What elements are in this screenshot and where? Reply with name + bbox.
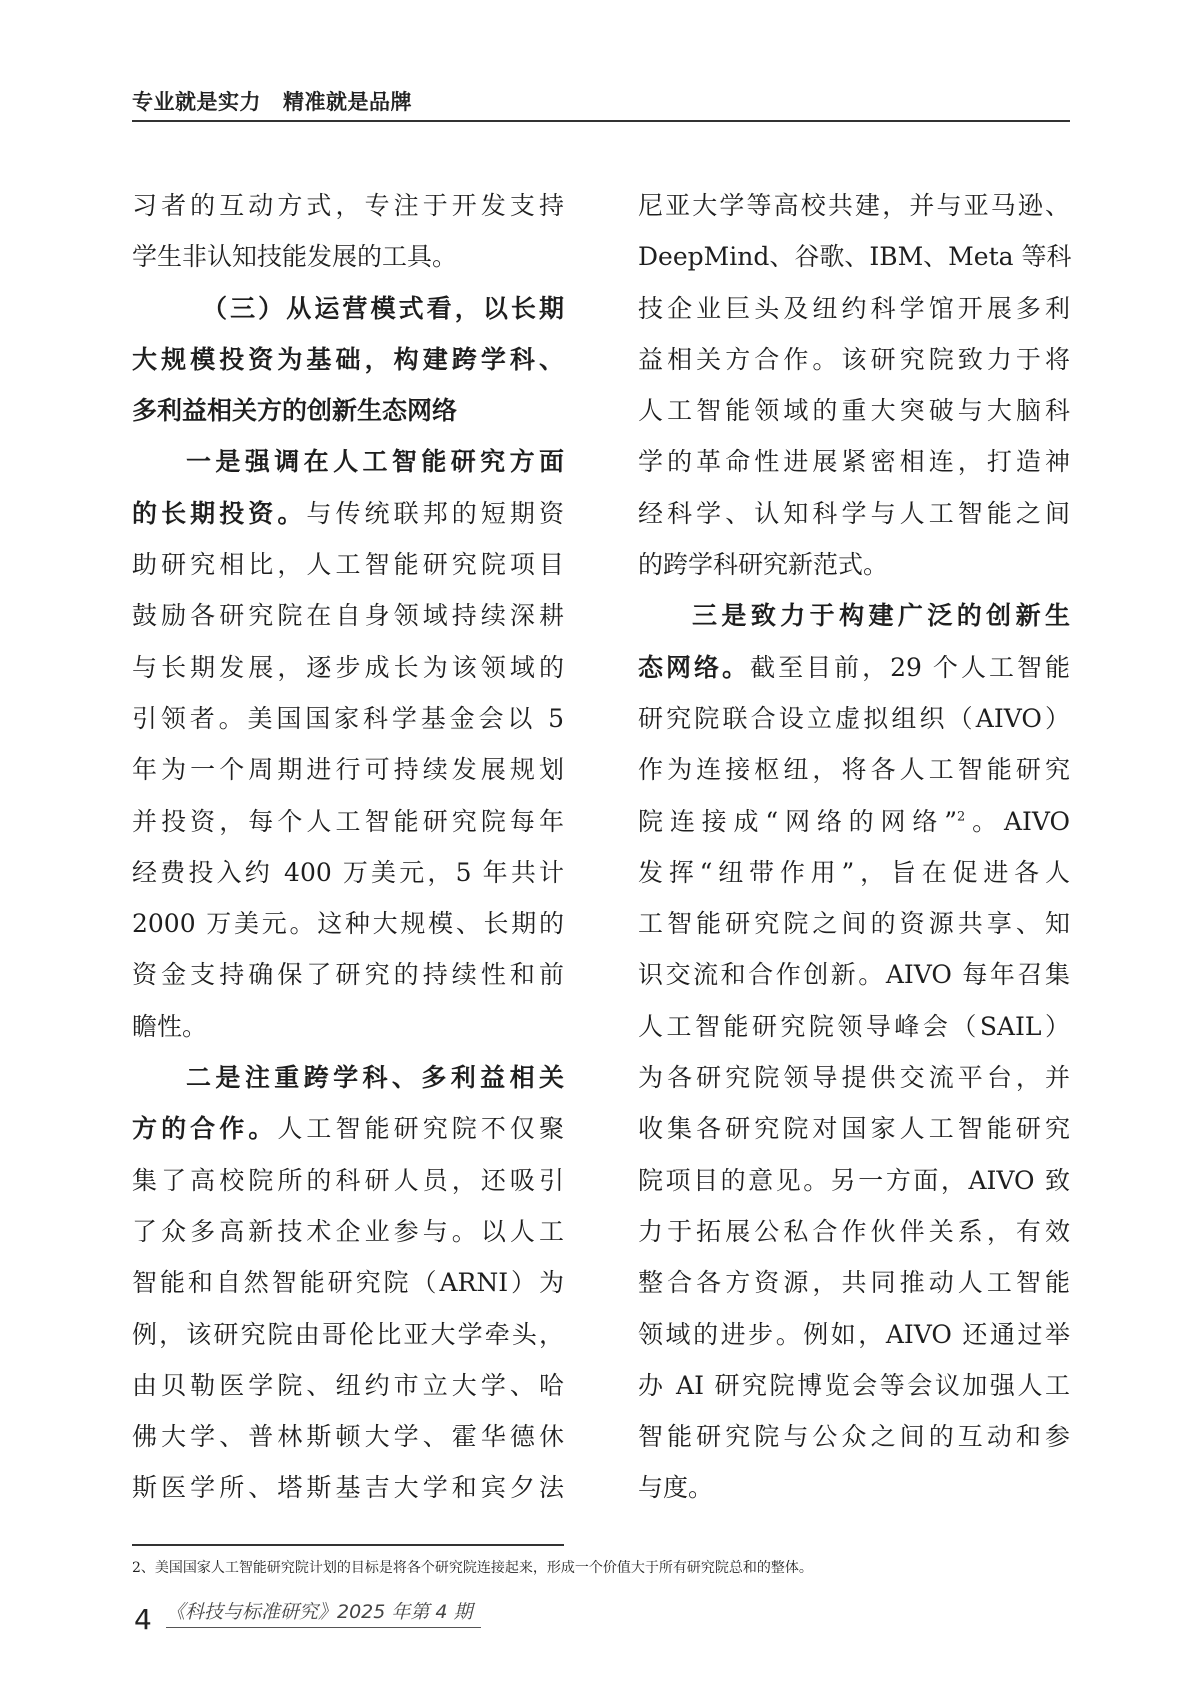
text-line bbox=[132, 949, 564, 1000]
text-line bbox=[638, 1103, 1070, 1154]
body-text: 年为一个周期进行可持续发展规划 bbox=[132, 755, 564, 785]
body-text: 作为连接枢纽，将各人工智能研究 bbox=[638, 755, 1070, 785]
bold-text: 多利益相关方的创新生态网络 bbox=[132, 396, 458, 426]
body-text: 由贝勒医学院、纽约市立大学、哈 bbox=[132, 1370, 564, 1400]
text-line bbox=[132, 385, 564, 436]
text-line bbox=[638, 1411, 1070, 1462]
body-text: 集了高校院所的科研人员，还吸引 bbox=[132, 1165, 564, 1195]
body-text: 人工智能研究院领导峰会（SAIL） bbox=[638, 1011, 1070, 1041]
text-line bbox=[132, 334, 564, 385]
body-text: 研究院联合设立虚拟组织（AIVO） bbox=[638, 703, 1070, 733]
text-line bbox=[132, 642, 564, 693]
text-line bbox=[638, 898, 1070, 949]
text-line bbox=[638, 1257, 1070, 1308]
text-line bbox=[132, 231, 564, 282]
body-text: 了众多高新技术企业参与。以人工 bbox=[132, 1216, 564, 1246]
body-text: 鼓励各研究院在自身领域持续深耕 bbox=[132, 601, 564, 631]
body-text: 智能研究院与公众之间的互动和参 bbox=[638, 1422, 1070, 1452]
body-text: 学的革命性进展紧密相连，打造神 bbox=[638, 447, 1070, 477]
text-line bbox=[638, 334, 1070, 385]
text-line bbox=[638, 385, 1070, 436]
text-line bbox=[132, 488, 564, 539]
text-line bbox=[638, 744, 1070, 795]
body-text: 识交流和合作创新。AIVO 每年召集 bbox=[638, 960, 1070, 990]
text-line bbox=[132, 693, 564, 744]
body-text: 佛大学、普林斯顿大学、霍华德休 bbox=[132, 1422, 564, 1452]
body-text: 的跨学科研究新范式。 bbox=[638, 550, 889, 580]
body-text: 院项目的意见。另一方面，AIVO 致 bbox=[638, 1165, 1070, 1195]
body-text: 经费投入约 400 万美元，5 年共计 bbox=[132, 857, 564, 887]
text-line bbox=[638, 436, 1070, 487]
body-text: 截至目前，29 个人工智能 bbox=[750, 652, 1070, 682]
body-text: 习者的互动方式，专注于开发支持 bbox=[132, 191, 564, 220]
body-text: 经科学、认知科学与人工智能之间 bbox=[638, 498, 1070, 528]
text-line bbox=[132, 1001, 564, 1052]
body-text: 为各研究院领导提供交流平台，并 bbox=[638, 1063, 1070, 1093]
text-line bbox=[638, 796, 1070, 847]
text-line bbox=[132, 1309, 564, 1360]
text-line bbox=[132, 898, 564, 949]
body-text: 与传统联邦的短期资 bbox=[306, 498, 564, 528]
text-line bbox=[638, 1001, 1070, 1052]
text-line bbox=[638, 1462, 1070, 1513]
bold-text: 一是强调在人工智能研究方面 bbox=[186, 447, 564, 477]
body-text: 发挥“纽带作用”，旨在促进各人 bbox=[638, 857, 1070, 887]
body-text: 领域的进步。例如，AIVO 还通过举 bbox=[638, 1319, 1070, 1349]
text-line bbox=[132, 1411, 564, 1462]
footnote: 2、美国国家人工智能研究院计划的目标是将各个研究院连接起来，形成一个价值大于所有研究院总和的整体。 bbox=[132, 1560, 813, 1576]
body-text: DeepMind、谷歌、IBM、Meta 等科 bbox=[638, 242, 1072, 272]
bold-text: 态网络。 bbox=[638, 652, 751, 682]
text-line bbox=[638, 590, 1070, 641]
page-number: 4 bbox=[134, 1603, 152, 1636]
text-line bbox=[132, 796, 564, 847]
body-text: 技企业巨头及纽约科学馆开展多利 bbox=[638, 293, 1070, 323]
body-text: 智能和自然智能研究院（ARNI）为 bbox=[132, 1268, 564, 1298]
text-line bbox=[132, 180, 564, 231]
text-line bbox=[132, 1206, 564, 1257]
text-line bbox=[132, 1155, 564, 1206]
text-line bbox=[132, 1052, 564, 1103]
body-text: 学生非认知技能发展的工具。 bbox=[132, 242, 458, 272]
text-line bbox=[638, 539, 1070, 590]
text-line bbox=[638, 231, 1070, 282]
header-rule bbox=[132, 120, 1070, 122]
text-line bbox=[132, 539, 564, 590]
running-header bbox=[132, 86, 412, 116]
header-slogan-2: 精准就是品牌 bbox=[283, 90, 412, 114]
body-text: 工智能研究院之间的资源共享、知 bbox=[638, 909, 1070, 939]
body-text: 助研究相比，人工智能研究院项目 bbox=[132, 550, 564, 580]
text-line bbox=[132, 847, 564, 898]
text-line bbox=[638, 642, 1070, 693]
body-text: 人工智能领域的重大突破与大脑科 bbox=[638, 396, 1070, 426]
body-text: 尼亚大学等高校共建，并与亚马逊、 bbox=[638, 191, 1070, 220]
bold-text: 三是致力于构建广泛的创新生 bbox=[692, 601, 1070, 631]
bold-text: 大规模投资为基础，构建跨学科、 bbox=[132, 344, 564, 374]
body-text: 瞻性。 bbox=[132, 1011, 208, 1041]
bold-text: （三）从运营模式看，以长期 bbox=[202, 293, 564, 323]
text-line bbox=[132, 1257, 564, 1308]
bold-text: 的长期投资。 bbox=[132, 498, 307, 528]
text-line bbox=[638, 1155, 1070, 1206]
text-line bbox=[638, 1206, 1070, 1257]
body-text: 引领者。美国国家科学基金会以 5 bbox=[132, 703, 564, 733]
text-line bbox=[638, 847, 1070, 898]
body-text: 与度。 bbox=[638, 1473, 714, 1503]
body-text: 办 AI 研究院博览会等会议加强人工 bbox=[638, 1370, 1070, 1400]
text-line bbox=[638, 1309, 1070, 1360]
body-text: 力于拓展公私合作伙伴关系，有效 bbox=[638, 1216, 1070, 1246]
body-text: 人工智能研究院不仅聚 bbox=[277, 1114, 564, 1144]
text-line bbox=[132, 283, 564, 334]
text-line bbox=[132, 590, 564, 641]
body-text: 。AIVO bbox=[965, 806, 1071, 836]
text-line bbox=[132, 1462, 564, 1513]
right-column bbox=[638, 180, 1070, 1514]
header-slogan-1: 专业就是实力 bbox=[132, 90, 261, 114]
body-text: 整合各方资源，共同推动人工智能 bbox=[638, 1268, 1070, 1298]
body-text: 院连接成“网络的网络” bbox=[638, 806, 957, 836]
text-line bbox=[638, 693, 1070, 744]
text-line bbox=[638, 283, 1070, 334]
text-line bbox=[638, 1052, 1070, 1103]
body-text: 并投资，每个人工智能研究院每年 bbox=[132, 806, 564, 836]
text-line bbox=[638, 488, 1070, 539]
body-text: 2000 万美元。这种大规模、长期的 bbox=[132, 909, 564, 939]
left-column bbox=[132, 180, 564, 1514]
body-text: 益相关方合作。该研究院致力于将 bbox=[638, 344, 1070, 374]
text-line bbox=[132, 1103, 564, 1154]
text-line bbox=[638, 949, 1070, 1000]
text-line bbox=[132, 744, 564, 795]
text-line bbox=[132, 436, 564, 487]
text-line bbox=[132, 1360, 564, 1411]
footnote-rule bbox=[132, 1544, 564, 1546]
body-text: 例，该研究院由哥伦比亚大学牵头， bbox=[132, 1319, 564, 1349]
bold-text: 方的合作。 bbox=[132, 1114, 278, 1144]
journal-title: 《科技与标准研究》2025 年第 4 期 bbox=[166, 1597, 481, 1628]
body-text: 与长期发展，逐步成长为该领域的 bbox=[132, 652, 564, 682]
body-text: 资金支持确保了研究的持续性和前 bbox=[132, 960, 564, 990]
footnote-ref: 2 bbox=[957, 809, 966, 825]
bold-text: 二是注重跨学科、多利益相关 bbox=[186, 1063, 564, 1093]
text-line bbox=[638, 180, 1070, 231]
text-line bbox=[638, 1360, 1070, 1411]
body-text: 收集各研究院对国家人工智能研究 bbox=[638, 1114, 1070, 1144]
body-text: 斯医学所、塔斯基吉大学和宾夕法 bbox=[132, 1473, 564, 1503]
